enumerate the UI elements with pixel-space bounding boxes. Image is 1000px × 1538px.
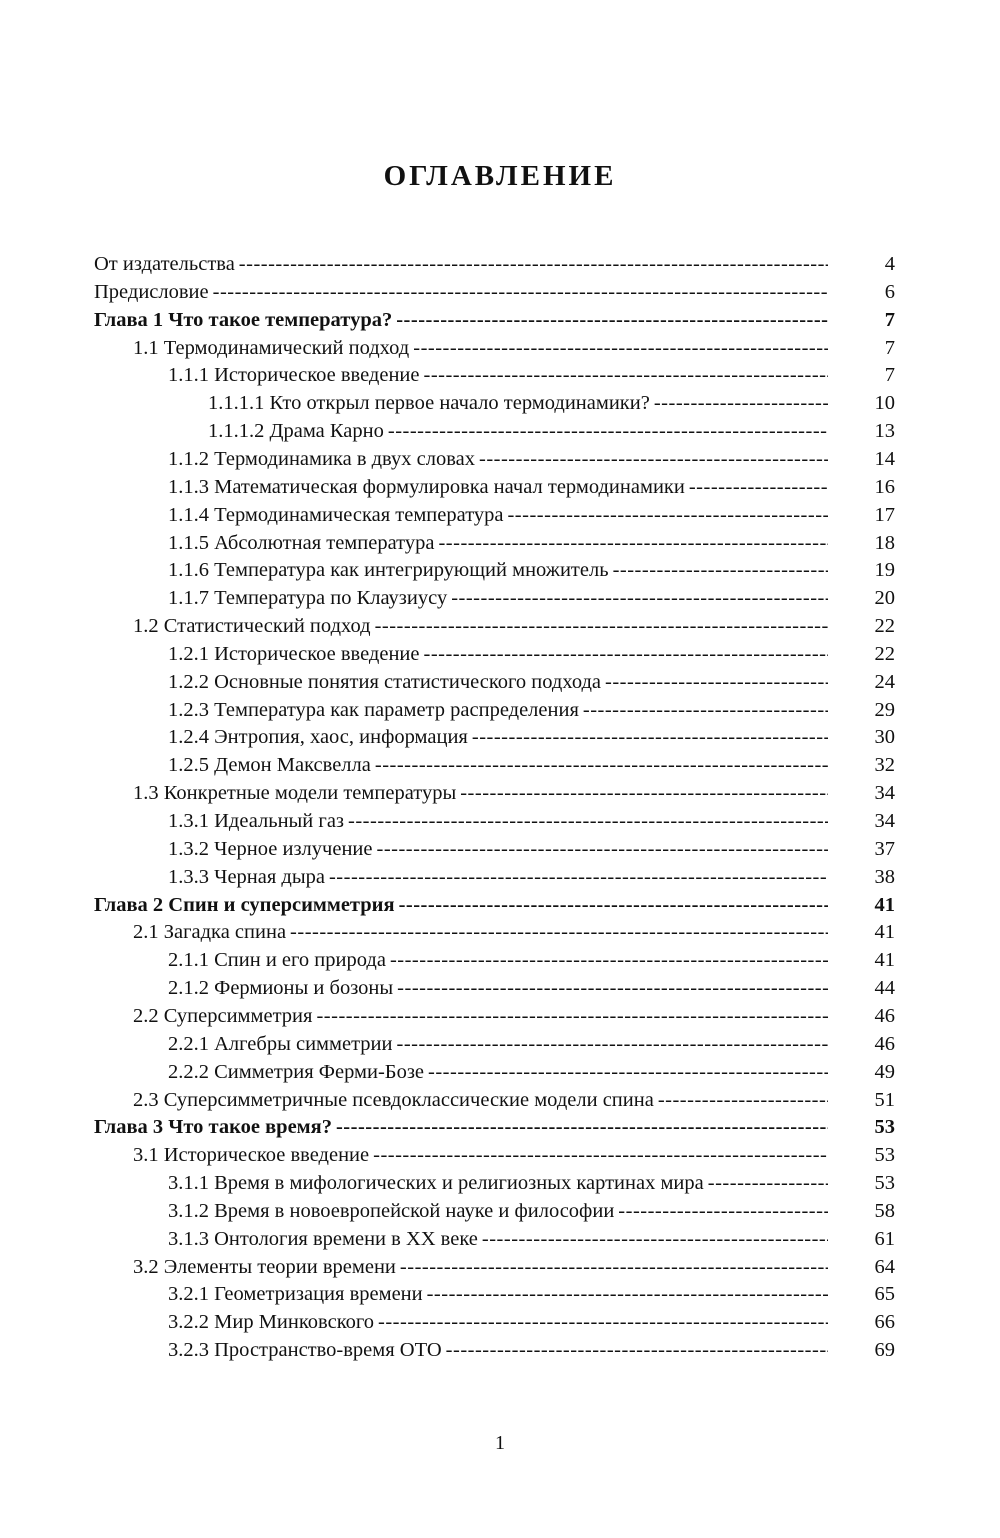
toc-entry-title: 2.2.2 Симметрия Ферми-Бозе: [168, 1060, 425, 1083]
toc-entry-line: [168, 1058, 828, 1086]
toc-entry: [0, 612, 1000, 640]
toc-entry-page: 58: [874, 1199, 895, 1222]
toc-entry-title: Предисловие: [94, 280, 209, 303]
toc-entry: [0, 556, 1000, 584]
toc-entry-title: 1.1.1 Историческое введение: [168, 364, 420, 387]
toc-entry-page: 13: [874, 420, 895, 443]
toc-entry-title: 1.2 Статистический подход: [133, 615, 371, 638]
toc-entry-title: 1.3 Конкретные модели температуры: [133, 782, 457, 805]
toc-entry-title: 3.1.2 Время в новоевропейской науке и философии: [168, 1199, 615, 1222]
toc-entry: [0, 473, 1000, 501]
toc-chapter-entry: [0, 1113, 1000, 1141]
toc-entry-title: 2.3 Суперсимметричные псевдоклассические модели спина: [133, 1088, 654, 1111]
toc-entry-line: [168, 1225, 828, 1253]
toc-entry-line: [94, 278, 828, 306]
toc-entry-page: 49: [874, 1060, 895, 1083]
toc-entry-title: Глава 3 Что такое время?: [94, 1116, 332, 1139]
dot-leader: [618, 1197, 828, 1225]
toc-entry-page: 29: [874, 698, 895, 721]
toc-entry-line: [168, 1336, 828, 1364]
toc-entry-page: 64: [874, 1255, 895, 1278]
dot-leader: [605, 668, 828, 696]
toc-entry-title: 3.1.1 Время в мифологических и религиозных картинах мира: [168, 1172, 704, 1195]
dot-leader: [451, 584, 828, 612]
toc-entry-title: 2.1.1 Спин и его природа: [168, 949, 386, 972]
toc-entry-line: [168, 1169, 828, 1197]
toc-entry: [0, 529, 1000, 557]
toc-entry-page: 30: [874, 726, 895, 749]
dot-leader: [375, 751, 828, 779]
toc-entry: [0, 1058, 1000, 1086]
toc-entry-page: 41: [874, 893, 895, 916]
dot-leader: [348, 807, 828, 835]
toc-entry: [0, 445, 1000, 473]
toc-entry: [0, 1253, 1000, 1281]
toc-entry-line: [208, 417, 828, 445]
toc-entry-title: 1.1 Термодинамический подход: [133, 336, 410, 359]
toc-entry: [0, 779, 1000, 807]
toc-entry: [0, 751, 1000, 779]
dot-leader: [479, 445, 828, 473]
toc-entry-line: [168, 361, 828, 389]
toc-entry-line: [168, 946, 828, 974]
dot-leader: [613, 556, 828, 584]
dot-leader: [472, 723, 828, 751]
toc-entry-page: 46: [874, 1032, 895, 1055]
toc-entry-line: [133, 334, 828, 362]
toc-entry-page: 46: [874, 1004, 895, 1027]
toc-entry: [0, 1225, 1000, 1253]
toc-entry: [0, 807, 1000, 835]
dot-leader: [378, 1308, 828, 1336]
dot-leader: [329, 863, 828, 891]
toc-entry-page: 7: [884, 364, 895, 387]
toc-entry-page: 16: [874, 475, 895, 498]
toc-entry-page: 10: [874, 392, 895, 415]
toc-entry-page: 41: [874, 949, 895, 972]
toc-entry: [0, 334, 1000, 362]
toc-entry-page: 38: [874, 865, 895, 888]
toc-entry: [0, 501, 1000, 529]
toc-entry-page: 6: [884, 280, 895, 303]
toc-entry: [0, 584, 1000, 612]
toc-entry-page: 4: [884, 253, 895, 275]
toc-entry-page: 37: [874, 837, 895, 860]
dot-leader: [388, 417, 828, 445]
toc-entry-title: 1.3.3 Черная дыра: [168, 865, 325, 888]
dot-leader: [397, 1030, 829, 1058]
toc-entry-page: 34: [874, 810, 895, 832]
toc-entry: [0, 696, 1000, 724]
toc-entry-page: 69: [874, 1339, 895, 1362]
toc-entry: [0, 974, 1000, 1002]
toc-entry-page: 34: [874, 782, 895, 805]
toc-entry-title: 3.2.3 Пространство-время ОТО: [168, 1339, 442, 1362]
toc-entry-line: [133, 1002, 828, 1030]
toc-entry-line: [168, 556, 828, 584]
dot-leader: [507, 501, 828, 529]
toc-entry: [0, 1169, 1000, 1197]
toc-entry: [0, 668, 1000, 696]
dot-leader: [213, 278, 828, 306]
toc-entry-page: 53: [874, 1172, 895, 1195]
toc-entry: [0, 1280, 1000, 1308]
toc-entry: [0, 361, 1000, 389]
dot-leader: [396, 306, 828, 334]
toc-entry-page: 19: [874, 559, 895, 582]
dot-leader: [460, 779, 828, 807]
dot-leader: [390, 946, 828, 974]
toc-entry-line: [94, 250, 828, 278]
toc-entry-line: [208, 389, 828, 417]
toc-entry-line: [133, 779, 828, 807]
dot-leader: [239, 250, 828, 278]
toc-entry: [0, 1141, 1000, 1169]
toc-entry-title: 1.2.2 Основные понятия статистического подхода: [168, 670, 602, 693]
toc-entry-page: 7: [884, 308, 895, 331]
toc-entry-title: 1.1.7 Температура по Клаузиусу: [168, 587, 448, 610]
toc-entry-line: [94, 306, 828, 334]
toc-entry-page: 32: [874, 754, 895, 777]
toc-entry: [0, 278, 1000, 306]
toc-entry-page: 22: [874, 642, 895, 665]
dot-leader: [708, 1169, 828, 1197]
toc-entry-line: [94, 891, 828, 919]
dot-leader: [427, 1280, 828, 1308]
toc-entry-title: 1.3.2 Черное излучение: [168, 837, 373, 860]
toc-entry-title: 1.1.4 Термодинамическая температура: [168, 503, 504, 526]
toc-entry: [0, 417, 1000, 445]
toc-entry-title: 2.1.2 Фермионы и бозоны: [168, 977, 394, 1000]
toc-entry-page: 44: [874, 977, 895, 1000]
toc-entry-page: 22: [874, 615, 895, 638]
toc-entry-title: 3.2.1 Геометризация времени: [168, 1283, 423, 1306]
toc-entry-title: 1.1.2 Термодинамика в двух словах: [168, 447, 475, 470]
toc-entry-page: 20: [874, 587, 895, 610]
toc-entry-title: 2.1 Загадка спина: [133, 921, 287, 944]
toc-entry: [0, 250, 1000, 278]
toc-entry-line: [168, 529, 828, 557]
toc-entry-title: 1.2.5 Демон Максвелла: [168, 754, 371, 777]
toc-entry-title: Глава 1 Что такое температура?: [94, 308, 393, 331]
toc-entry-page: 7: [884, 336, 895, 359]
toc-entry-line: [168, 640, 828, 668]
toc-entry-title: 1.1.1.1 Кто открыл первое начало термодинамики?: [208, 392, 650, 415]
toc-entry-title: 3.1 Историческое введение: [133, 1144, 370, 1167]
dot-leader: [446, 1336, 828, 1364]
toc-entry-line: [133, 1086, 828, 1114]
dot-leader: [400, 1253, 828, 1281]
toc-entry-line: [133, 612, 828, 640]
toc-entry: [0, 835, 1000, 863]
toc-entry-line: [168, 1197, 828, 1225]
dot-leader: [399, 891, 828, 919]
toc-entry-line: [168, 751, 828, 779]
toc-entry-line: [168, 807, 828, 835]
toc-entry-line: [168, 1308, 828, 1336]
page-title: ОГЛАВЛЕНИЕ: [383, 160, 617, 192]
toc-entry-line: [133, 918, 828, 946]
toc-entry-line: [94, 1113, 828, 1141]
toc-entry-line: [168, 445, 828, 473]
toc-entry-title: 1.2.3 Температура как параметр распределения: [168, 698, 579, 721]
dot-leader: [658, 1086, 828, 1114]
toc-entry: [0, 863, 1000, 891]
toc-entry-page: 17: [874, 503, 895, 526]
toc-entry-title: 2.2.1 Алгебры симметрии: [168, 1032, 393, 1055]
toc-entry-line: [133, 1253, 828, 1281]
toc-entry-page: 18: [874, 531, 895, 554]
dot-leader: [583, 696, 828, 724]
toc-entry-page: 53: [874, 1144, 895, 1167]
toc-entry-line: [168, 473, 828, 501]
toc-entry-page: 51: [874, 1088, 895, 1111]
toc-entry: [0, 1336, 1000, 1364]
toc-entry: [0, 640, 1000, 668]
toc-entry-title: 1.2.1 Историческое введение: [168, 642, 420, 665]
toc-entry-line: [168, 723, 828, 751]
toc-entry-line: [168, 1030, 828, 1058]
dot-leader: [397, 974, 828, 1002]
toc-entry-line: [168, 696, 828, 724]
dot-leader: [336, 1113, 828, 1141]
toc-entry-title: 3.1.3 Онтология времени в XX веке: [168, 1227, 478, 1250]
dot-leader: [654, 389, 828, 417]
toc-entry: [0, 918, 1000, 946]
toc-entry-page: 41: [874, 921, 895, 944]
toc-entry-page: 14: [874, 447, 895, 470]
toc-entry-page: 24: [874, 670, 895, 693]
toc-entry-title: 3.2.2 Мир Минковского: [168, 1311, 375, 1334]
toc-entry-page: 61: [874, 1227, 895, 1250]
toc-entry-title: 2.2 Суперсимметрия: [133, 1004, 313, 1027]
dot-leader: [424, 361, 829, 389]
dot-leader: [428, 1058, 828, 1086]
toc-entry: [0, 946, 1000, 974]
toc-entry-line: [168, 1280, 828, 1308]
toc-entry-title: 1.1.3 Математическая формулировка начал термодинамики: [168, 475, 685, 498]
toc-entry-page: 65: [874, 1283, 895, 1306]
dot-leader: [290, 918, 828, 946]
dot-leader: [424, 640, 829, 668]
toc-entry: [0, 723, 1000, 751]
toc-entry-title: 1.3.1 Идеальный газ: [168, 810, 345, 832]
toc-entry-title: 1.1.6 Температура как интегрирующий множитель: [168, 559, 609, 582]
toc-entry-line: [133, 1141, 828, 1169]
dot-leader: [413, 334, 828, 362]
toc-entry-title: 1.2.4 Энтропия, хаос, информация: [168, 726, 468, 749]
toc-entry-line: [168, 668, 828, 696]
toc-entry-page: 66: [874, 1311, 895, 1334]
toc-entry-title: Глава 2 Спин и суперсимметрия: [94, 893, 395, 916]
toc-entry-line: [168, 501, 828, 529]
toc-chapter-entry: [0, 306, 1000, 334]
toc-entry-line: [168, 863, 828, 891]
dot-leader: [373, 1141, 828, 1169]
toc-entry: [0, 389, 1000, 417]
dot-leader: [316, 1002, 828, 1030]
dot-leader: [689, 473, 828, 501]
toc-entry-line: [168, 835, 828, 863]
dot-leader: [377, 835, 829, 863]
toc-entry-page: 53: [874, 1116, 895, 1139]
toc-entry: [0, 1030, 1000, 1058]
toc-entry-title: 1.1.1.2 Драма Карно: [208, 420, 384, 443]
toc-entry: [0, 1086, 1000, 1114]
toc-entry: [0, 1002, 1000, 1030]
toc-entry-title: От издательства: [94, 253, 235, 275]
dot-leader: [482, 1225, 828, 1253]
page-number: 1: [495, 1432, 505, 1454]
toc-chapter-entry: [0, 891, 1000, 919]
toc-entry-title: 1.1.5 Абсолютная температура: [168, 531, 435, 554]
toc-entry-line: [168, 974, 828, 1002]
toc-entry: [0, 1197, 1000, 1225]
toc-entry: [0, 1308, 1000, 1336]
dot-leader: [438, 529, 828, 557]
toc-entry-title: 3.2 Элементы теории времени: [133, 1255, 396, 1278]
toc-entry-line: [168, 584, 828, 612]
dot-leader: [375, 612, 828, 640]
